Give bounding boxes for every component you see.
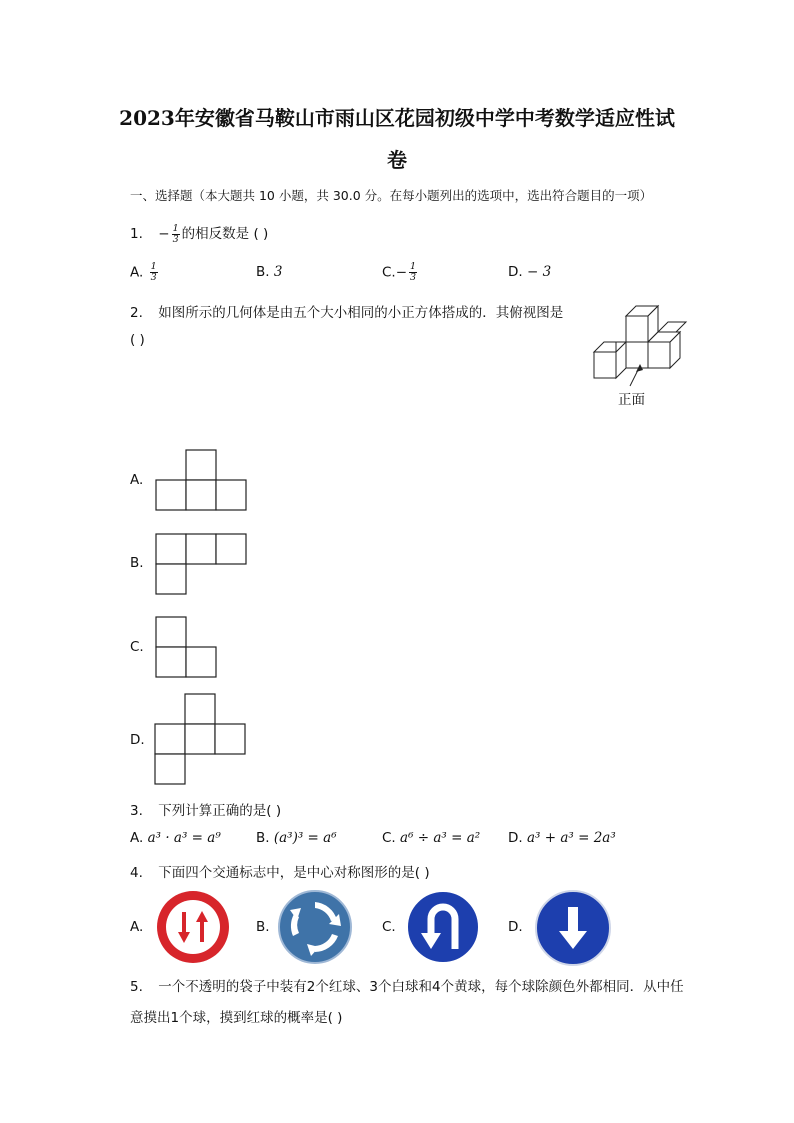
q2-option-b-figure [155, 533, 249, 596]
option-expression: (a³)³ = a⁶ [273, 830, 337, 846]
option-label: D. [508, 264, 523, 280]
question-number: 1. [130, 226, 143, 242]
option-value: − 3 [526, 264, 552, 280]
roundabout-sign-icon [277, 890, 353, 964]
q4-option-b-label[interactable]: B. [256, 919, 270, 935]
u-turn-sign-icon [405, 889, 481, 965]
question-number: 3. [130, 803, 143, 819]
fraction-numerator: 1 [410, 261, 417, 272]
option-label: D. [508, 830, 523, 846]
question-number: 2. [130, 305, 143, 321]
q3-option-c[interactable] [382, 830, 480, 846]
exam-title-line2: 卷 [387, 148, 407, 172]
option-label: C. [382, 830, 396, 846]
question-3 [130, 799, 281, 819]
fraction-denominator: 3 [172, 233, 179, 245]
option-expression: a³ + a³ = 2a³ [526, 830, 616, 846]
option-label: A. [130, 264, 144, 281]
question-1 [130, 222, 268, 245]
question-2-paren: ( ) [130, 332, 145, 348]
question-text: 如图所示的几何体是由五个大小相同的小正方体搭成的．其俯视图是 [158, 305, 564, 321]
minus-sign: − [158, 226, 170, 242]
option-fraction [150, 262, 158, 283]
q4-option-c-label[interactable]: C. [382, 919, 396, 935]
section-heading: 一、选择题（本大题共 10 小题，共 30.0 分。在每小题列出的选项中，选出符合题目的一项） [130, 188, 653, 203]
option-fraction [409, 262, 417, 283]
question-text: 下面四个交通标志中，是中心对称图形的是( ) [158, 865, 430, 881]
q3-option-a[interactable] [130, 830, 221, 846]
q2-option-c-figure [155, 616, 219, 679]
q2-option-d-figure [154, 693, 248, 786]
option-expression: a³ · a³ = a⁹ [147, 830, 221, 846]
question-text: 下列计算正确的是( ) [158, 803, 282, 819]
q2-option-a-figure [155, 449, 249, 512]
question-text: 的相反数是 ( ) [181, 226, 269, 242]
q1-option-c[interactable] [382, 262, 419, 283]
straight-ahead-sign-icon [534, 889, 612, 967]
fraction-numerator: 1 [150, 261, 157, 272]
question-2 [130, 301, 563, 321]
option-label: B. [256, 830, 270, 846]
option-value: 3 [273, 264, 283, 280]
option-label: B. [256, 264, 270, 280]
option-expression: a⁶ ÷ a³ = a² [400, 830, 481, 846]
q2-option-c-label[interactable]: C. [130, 639, 144, 655]
option-label: A. [130, 830, 144, 846]
question-5-line2: 意摸出1个球，摸到红球的概率是( ) [130, 1010, 343, 1026]
no-overtaking-sign-icon [154, 890, 234, 964]
q3-option-b[interactable] [256, 830, 337, 846]
question-4 [130, 861, 430, 881]
fraction-denominator: 3 [150, 272, 157, 283]
fraction-numerator: 1 [172, 222, 179, 234]
q3-option-d[interactable] [508, 830, 616, 846]
q1-option-b[interactable] [256, 264, 282, 280]
fraction-denominator: 3 [410, 272, 417, 283]
q2-option-b-label[interactable]: B. [130, 555, 144, 571]
fraction [172, 224, 180, 245]
front-view-caption: 正面 [618, 392, 645, 408]
question-5 [130, 975, 684, 995]
q4-option-d-label[interactable]: D. [508, 919, 523, 935]
question-number: 4. [130, 865, 143, 881]
exam-title-line1: 2023年安徽省马鞍山市雨山区花园初级中学中考数学适应性试 [119, 106, 675, 130]
q1-option-d[interactable] [508, 264, 551, 280]
question-text: 一个不透明的袋子中装有2个红球、3个白球和4个黄球，每个球除颜色外都相同．从中任 [158, 979, 684, 995]
q4-option-a-label[interactable]: A. [130, 919, 144, 935]
question-number: 5. [130, 979, 143, 995]
q2-option-a-label[interactable]: A. [130, 472, 144, 488]
q2-option-d-label[interactable]: D. [130, 732, 145, 748]
minus-sign: − [395, 264, 408, 281]
option-label: C. [382, 264, 396, 281]
q1-option-a[interactable] [130, 262, 160, 283]
